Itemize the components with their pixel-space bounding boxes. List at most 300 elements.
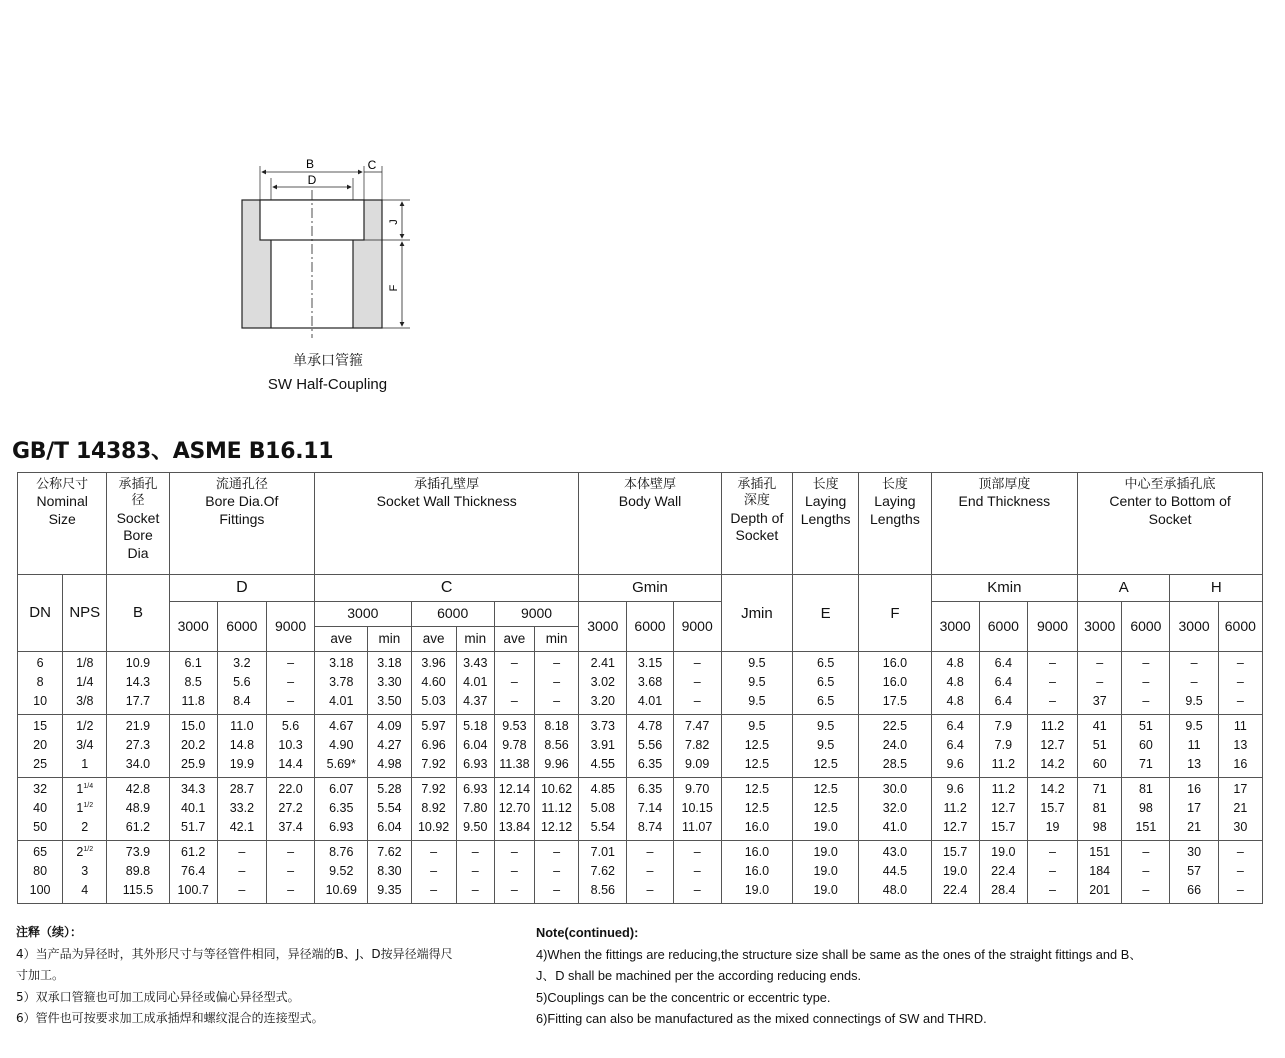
- table-cell: 19.0: [793, 881, 859, 903]
- header-bore-dia-en: Bore Dia.Of Fittings: [205, 493, 279, 527]
- table-cell: 4.8: [931, 673, 979, 692]
- table-cell: –: [673, 840, 721, 862]
- table-cell: 17.7: [107, 693, 169, 715]
- header-depth-socket-en: Depth of Socket: [730, 509, 784, 543]
- table-cell: 71: [1078, 777, 1122, 799]
- table-cell: 80: [18, 862, 63, 881]
- header-depth-socket-cn: 承插孔深度: [737, 477, 777, 509]
- table-cell: 6.4: [979, 652, 1027, 674]
- header-bore-dia-cn: 流通孔径: [215, 477, 268, 492]
- table-cell: 6.4: [979, 673, 1027, 692]
- table-cell: 10.15: [673, 799, 721, 818]
- table-cell: 11.2: [979, 755, 1027, 777]
- table-cell: 21: [1170, 818, 1218, 840]
- table-cell: 8.76: [315, 840, 368, 862]
- table-cell: 8.56: [579, 881, 627, 903]
- label-D: D: [307, 173, 317, 187]
- table-cell: –: [266, 693, 314, 715]
- table-cell: 17: [1170, 799, 1218, 818]
- table-cell: 5.54: [579, 818, 627, 840]
- table-cell: 7.92: [411, 777, 456, 799]
- table-cell: 6.4: [931, 736, 979, 755]
- header-sym-a: A: [1078, 575, 1170, 602]
- header-bore-dia: [169, 473, 315, 575]
- figure-caption-en: SW Half-Coupling: [267, 376, 388, 393]
- table-cell: 1/4: [63, 673, 107, 692]
- header-end-thickness: [931, 473, 1078, 575]
- table-cell: 4.98: [368, 755, 411, 777]
- table-cell: 11: [1170, 736, 1218, 755]
- header-e: E: [793, 575, 859, 652]
- table-cell: 201: [1078, 881, 1122, 903]
- header-g-3000: 3000: [579, 602, 627, 652]
- table-cell: 16.0: [721, 840, 792, 862]
- table-cell: 6.5: [793, 673, 859, 692]
- table-cell: 7.01: [579, 840, 627, 862]
- label-B: B: [305, 157, 315, 171]
- table-row: [18, 799, 1263, 818]
- table-cell: 24.0: [859, 736, 931, 755]
- header-a-6000: 6000: [1122, 602, 1170, 652]
- table-cell: 9.96: [534, 755, 578, 777]
- table-cell: 8.30: [368, 862, 411, 881]
- table-cell: 15.7: [979, 818, 1027, 840]
- table-cell: 2: [63, 818, 107, 840]
- table-cell: 28.4: [979, 881, 1027, 903]
- table-cell: 5.54: [368, 799, 411, 818]
- table-cell: –: [1027, 652, 1077, 674]
- table-cell: –: [1122, 862, 1170, 881]
- table-cell: 11.38: [494, 755, 534, 777]
- table-cell: 3.91: [579, 736, 627, 755]
- table-cell: 11: [1218, 714, 1262, 736]
- table-cell: 15.0: [169, 714, 217, 736]
- table-cell: –: [266, 840, 314, 862]
- header-laying-e-cn: 长度: [812, 477, 839, 492]
- table-cell: 12.5: [793, 777, 859, 799]
- header-d-9000: 9000: [266, 602, 314, 652]
- table-cell: –: [494, 881, 534, 903]
- table-cell: 3.18: [368, 652, 411, 674]
- table-cell: 11.07: [673, 818, 721, 840]
- notes-cn: [16, 922, 511, 1030]
- table-cell: 4.78: [627, 714, 673, 736]
- table-cell: 81: [1122, 777, 1170, 799]
- table-cell: 7.92: [411, 755, 456, 777]
- table-cell: 60: [1122, 736, 1170, 755]
- notes-en-heading: Note(continued):: [536, 925, 639, 940]
- table-cell: 51: [1078, 736, 1122, 755]
- table-cell: –: [494, 673, 534, 692]
- header-k-6000: 6000: [979, 602, 1027, 652]
- table-cell: –: [1122, 840, 1170, 862]
- header-socket-bore: [107, 473, 169, 575]
- header-g-9000: 9000: [673, 602, 721, 652]
- table-cell: –: [266, 673, 314, 692]
- label-J: J: [388, 219, 400, 225]
- table-cell: 5.97: [411, 714, 456, 736]
- header-nominal-size-en: Nominal Size: [36, 493, 88, 527]
- table-cell: –: [673, 673, 721, 692]
- coupling-diagram: [225, 150, 425, 350]
- table-cell: 5.28: [368, 777, 411, 799]
- table-cell: 51.7: [169, 818, 217, 840]
- header-d-3000: 3000: [169, 602, 217, 652]
- table-cell: –: [456, 881, 494, 903]
- nps-fraction: 1/2: [83, 845, 94, 853]
- table-cell: 42.8: [107, 777, 169, 799]
- table-cell: $1^{1/4}$: [63, 777, 107, 799]
- table-cell: 14.8: [217, 736, 266, 755]
- table-cell: 6.93: [315, 818, 368, 840]
- table-cell: 5.6: [217, 673, 266, 692]
- table-cell: 1/8: [63, 652, 107, 674]
- table-cell: 14.2: [1027, 777, 1077, 799]
- table-cell: 22.5: [859, 714, 931, 736]
- table-row: [18, 714, 1263, 736]
- table-cell: 4.85: [579, 777, 627, 799]
- table-cell: 22.4: [979, 862, 1027, 881]
- notes-cn-item: 6）管件也可按要求加工成承插焊和螺纹混合的连接型式。: [16, 1011, 324, 1025]
- table-cell: –: [494, 652, 534, 674]
- table-cell: 6.4: [931, 714, 979, 736]
- table-cell: –: [1122, 652, 1170, 674]
- header-sym-k: Kmin: [931, 575, 1078, 602]
- header-socket-wall-en: Socket Wall Thickness: [376, 493, 517, 510]
- table-cell: 11.12: [534, 799, 578, 818]
- table-cell: –: [1027, 693, 1077, 715]
- nps-fraction: 1/4: [83, 782, 94, 790]
- table-cell: 8.4: [217, 693, 266, 715]
- header-c-6000-ave: ave: [411, 627, 456, 652]
- table-cell: 3.96: [411, 652, 456, 674]
- header-c-9000-min: min: [534, 627, 578, 652]
- table-cell: 37.4: [266, 818, 314, 840]
- table-cell: –: [534, 881, 578, 903]
- table-cell: 3.43: [456, 652, 494, 674]
- table-cell: 12.5: [721, 736, 792, 755]
- header-end-thickness-cn: 顶部厚度: [978, 477, 1031, 492]
- table-cell: 7.9: [979, 736, 1027, 755]
- table-cell: 4.01: [315, 693, 368, 715]
- table-row: [18, 777, 1263, 799]
- table-cell: –: [1122, 881, 1170, 903]
- notes-en-item: 6)Fitting can also be manufactured as the mixed connectings of SW and THRD.: [536, 1011, 987, 1026]
- header-h-3000: 3000: [1170, 602, 1218, 652]
- header-center-bottom-en: Center to Bottom of Socket: [1109, 493, 1231, 527]
- table-cell: 48.0: [859, 881, 931, 903]
- header-laying-f: [859, 473, 931, 575]
- table-cell: 60: [1078, 755, 1122, 777]
- table-cell: 151: [1122, 818, 1170, 840]
- table-row: [18, 755, 1263, 777]
- table-cell: 32: [18, 777, 63, 799]
- table-cell: 11.2: [1027, 714, 1077, 736]
- header-d-6000: 6000: [217, 602, 266, 652]
- table-cell: 12.7: [1027, 736, 1077, 755]
- table-cell: 17: [1218, 777, 1262, 799]
- table-cell: 9.35: [368, 881, 411, 903]
- table-cell: –: [1027, 673, 1077, 692]
- table-cell: 22.0: [266, 777, 314, 799]
- dimension-table: [17, 472, 1263, 904]
- table-cell: 37: [1078, 693, 1122, 715]
- table-cell: 6.5: [793, 652, 859, 674]
- table-cell: –: [1170, 673, 1218, 692]
- table-cell: 5.6: [266, 714, 314, 736]
- table-cell: 19.0: [721, 881, 792, 903]
- table-cell: 11.2: [979, 777, 1027, 799]
- table-cell: 30: [1170, 840, 1218, 862]
- table-row: [18, 736, 1263, 755]
- table-cell: 25.9: [169, 755, 217, 777]
- table-cell: 100: [18, 881, 63, 903]
- table-cell: 20.2: [169, 736, 217, 755]
- table-cell: 19.0: [931, 862, 979, 881]
- table-cell: 4.01: [627, 693, 673, 715]
- table-cell: 7.9: [979, 714, 1027, 736]
- table-cell: –: [673, 862, 721, 881]
- table-cell: 6.93: [456, 755, 494, 777]
- table-cell: 9.5: [721, 714, 792, 736]
- notes-en-item: J、D shall be machined per the according reducing ends.: [536, 968, 862, 983]
- table-cell: 51: [1122, 714, 1170, 736]
- table-cell: 3.02: [579, 673, 627, 692]
- table-cell: 41.0: [859, 818, 931, 840]
- header-sym-g: Gmin: [579, 575, 722, 602]
- table-cell: 7.82: [673, 736, 721, 755]
- table-cell: 4.8: [931, 652, 979, 674]
- table-body: [18, 652, 1263, 904]
- table-cell: –: [494, 693, 534, 715]
- table-cell: 5.03: [411, 693, 456, 715]
- table-cell: 13: [1218, 736, 1262, 755]
- notes-en: [536, 922, 1266, 1030]
- header-body-wall-en: Body Wall: [618, 493, 682, 510]
- table-cell: 40.1: [169, 799, 217, 818]
- table-cell: 6.35: [627, 755, 673, 777]
- table-cell: 6.4: [979, 693, 1027, 715]
- table-cell: 9.50: [456, 818, 494, 840]
- table-cell: 12.5: [721, 799, 792, 818]
- table-cell: 71: [1122, 755, 1170, 777]
- table-cell: –: [411, 881, 456, 903]
- table-cell: 65: [18, 840, 63, 862]
- table-cell: 16.0: [859, 652, 931, 674]
- table-cell: 12.7: [979, 799, 1027, 818]
- table-cell: –: [627, 840, 673, 862]
- table-cell: 50: [18, 818, 63, 840]
- table-cell: 15.7: [1027, 799, 1077, 818]
- label-C: C: [367, 158, 377, 172]
- table-cell: 15: [18, 714, 63, 736]
- table-cell: –: [217, 840, 266, 862]
- header-center-bottom: [1078, 473, 1263, 575]
- table-cell: 19: [1027, 818, 1077, 840]
- header-laying-e-en: Laying Lengths: [800, 493, 851, 527]
- notes-cn-heading: 注释（续）：: [16, 925, 83, 939]
- table-cell: 7.62: [368, 840, 411, 862]
- table-row: [18, 881, 1263, 903]
- table-cell: 32.0: [859, 799, 931, 818]
- table-cell: 9.5: [793, 736, 859, 755]
- header-sym-h: H: [1170, 575, 1263, 602]
- table-cell: 9.52: [315, 862, 368, 881]
- table-cell: 57: [1170, 862, 1218, 881]
- header-a-3000: 3000: [1078, 602, 1122, 652]
- table-cell: –: [494, 840, 534, 862]
- table-cell: 3.2: [217, 652, 266, 674]
- table-cell: 12.14: [494, 777, 534, 799]
- header-nominal-size-cn: 公称尺寸: [36, 477, 89, 492]
- table-cell: –: [411, 862, 456, 881]
- table-cell: 4.90: [315, 736, 368, 755]
- table-row: [18, 652, 1263, 674]
- table-cell: 19.0: [979, 840, 1027, 862]
- table-cell: 12.70: [494, 799, 534, 818]
- notes-cn-item: 4）当产品为异径时，其外形尺寸与等径管件相同，异径端的B、J、D按异径端得尺: [16, 946, 453, 961]
- table-cell: 12.5: [721, 777, 792, 799]
- table-cell: 6.93: [456, 777, 494, 799]
- header-socket-wall-cn: 承插孔壁厚: [414, 477, 480, 492]
- table-cell: –: [1078, 652, 1122, 674]
- table-cell: 9.6: [931, 777, 979, 799]
- header-f: F: [859, 575, 931, 652]
- table-cell: –: [627, 862, 673, 881]
- header-sym-c: C: [315, 575, 579, 602]
- table-cell: 6.96: [411, 736, 456, 755]
- table-cell: 13.84: [494, 818, 534, 840]
- table-cell: 11.2: [931, 799, 979, 818]
- table-cell: 10.92: [411, 818, 456, 840]
- table-cell: 1: [63, 755, 107, 777]
- table-cell: 5.18: [456, 714, 494, 736]
- table-cell: 22.4: [931, 881, 979, 903]
- table-cell: –: [673, 693, 721, 715]
- header-k-9000: 9000: [1027, 602, 1077, 652]
- table-cell: –: [266, 862, 314, 881]
- header-socket-bore-en: Socket Bore Dia: [116, 509, 160, 561]
- table-cell: 89.8: [107, 862, 169, 881]
- table-cell: 8.74: [627, 818, 673, 840]
- table-cell: 7.62: [579, 862, 627, 881]
- table-cell: 9.5: [1170, 714, 1218, 736]
- table-cell: 76.4: [169, 862, 217, 881]
- header-body-wall-cn: 本体壁厚: [623, 477, 676, 492]
- table-cell: –: [1027, 862, 1077, 881]
- header-dn: DN: [18, 575, 63, 652]
- table-cell: 8.56: [534, 736, 578, 755]
- table-cell: 81: [1078, 799, 1122, 818]
- table-cell: 16.0: [721, 818, 792, 840]
- table-cell: 4.27: [368, 736, 411, 755]
- table-cell: 3/8: [63, 693, 107, 715]
- table-cell: 11.0: [217, 714, 266, 736]
- table-cell: –: [217, 881, 266, 903]
- table-cell: 17.5: [859, 693, 931, 715]
- table-cell: 25: [18, 755, 63, 777]
- table-cell: 6.35: [627, 777, 673, 799]
- table-cell: 10.62: [534, 777, 578, 799]
- header-c-3000-min: min: [368, 627, 411, 652]
- table-cell: 4.67: [315, 714, 368, 736]
- table-cell: 10: [18, 693, 63, 715]
- table-cell: 27.3: [107, 736, 169, 755]
- table-cell: 10.9: [107, 652, 169, 674]
- header-c-3000-ave: ave: [315, 627, 368, 652]
- header-laying-e: [793, 473, 859, 575]
- table-cell: –: [673, 881, 721, 903]
- table-cell: 61.2: [169, 840, 217, 862]
- table-cell: –: [266, 652, 314, 674]
- table-cell: 14.2: [1027, 755, 1077, 777]
- table-cell: 30.0: [859, 777, 931, 799]
- table-cell: –: [534, 840, 578, 862]
- notes-en-item: 5)Couplings can be the concentric or eccentric type.: [536, 989, 831, 1005]
- table-cell: 3.30: [368, 673, 411, 692]
- table-cell: 61.2: [107, 818, 169, 840]
- notes-cn-item: 5）双承口管箍也可加工成同心异径或偏心异径型式。: [16, 989, 300, 1004]
- table-cell: –: [456, 862, 494, 881]
- table-cell: 20: [18, 736, 63, 755]
- table-cell: 48.9: [107, 799, 169, 818]
- header-h-6000: 6000: [1218, 602, 1262, 652]
- table-cell: 98: [1122, 799, 1170, 818]
- table-cell: –: [266, 881, 314, 903]
- table-cell: 8.92: [411, 799, 456, 818]
- table-cell: 16.0: [721, 862, 792, 881]
- table-cell: –: [411, 840, 456, 862]
- table-row: [18, 840, 1263, 862]
- header-body-wall: [579, 473, 722, 575]
- table-cell: –: [1170, 652, 1218, 674]
- table-cell: 4.01: [456, 673, 494, 692]
- table-cell: 1/2: [63, 714, 107, 736]
- table-cell: 13: [1170, 755, 1218, 777]
- table-cell: 8.18: [534, 714, 578, 736]
- table-cell: 3.20: [579, 693, 627, 715]
- table-cell: 115.5: [107, 881, 169, 903]
- table-cell: 43.0: [859, 840, 931, 862]
- table-cell: –: [494, 862, 534, 881]
- table-cell: –: [217, 862, 266, 881]
- header-k-3000: 3000: [931, 602, 979, 652]
- table-cell: 4.8: [931, 693, 979, 715]
- table-cell: 9.5: [721, 673, 792, 692]
- table-cell: 41: [1078, 714, 1122, 736]
- table-cell: 42.1: [217, 818, 266, 840]
- table-cell: –: [456, 840, 494, 862]
- table-cell: 66: [1170, 881, 1218, 903]
- table-cell: –: [1218, 693, 1262, 715]
- table-cell: 3.15: [627, 652, 673, 674]
- table-cell: 19.0: [793, 818, 859, 840]
- header-end-thickness-en: End Thickness: [958, 493, 1051, 510]
- table-cell: –: [627, 881, 673, 903]
- table-cell: –: [1218, 862, 1262, 881]
- table-row: [18, 862, 1263, 881]
- table-cell: 9.53: [494, 714, 534, 736]
- header-nominal-size: [18, 473, 107, 575]
- table-cell: –: [1027, 840, 1077, 862]
- table-cell: 5.08: [579, 799, 627, 818]
- table-cell: 3.50: [368, 693, 411, 715]
- table-cell: 3.73: [579, 714, 627, 736]
- header-jmin: Jmin: [721, 575, 792, 652]
- header-socket-wall: [315, 473, 579, 575]
- table-cell: 73.9: [107, 840, 169, 862]
- table-cell: 184: [1078, 862, 1122, 881]
